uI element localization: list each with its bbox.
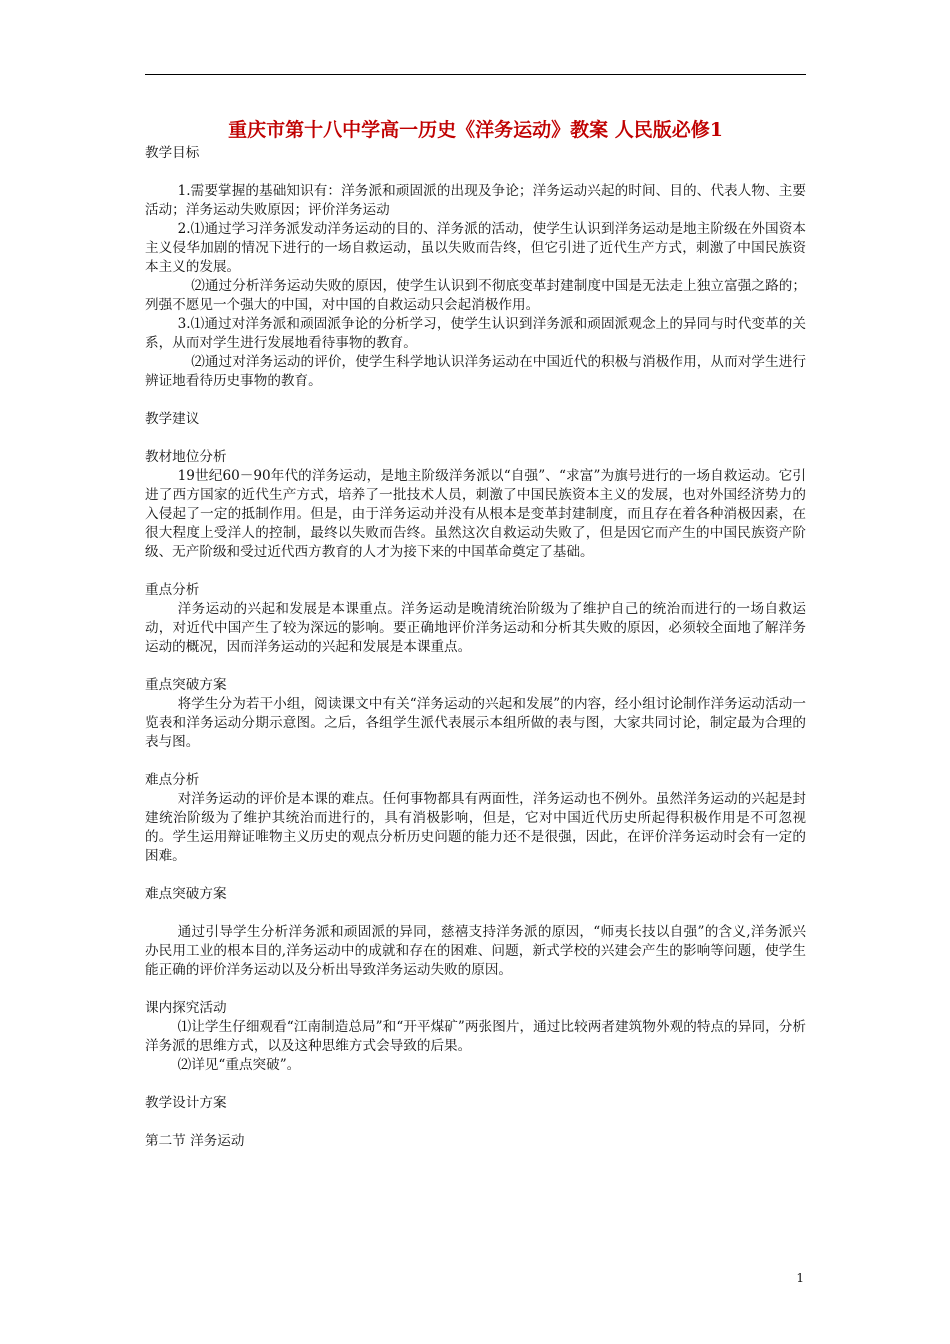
paragraph: ⑴让学生仔细观看“江南制造总局”和“开平煤矿”两张图片，通过比较两者建筑物外观的特点的异同，分析洋务派的思维方式，以及这种思维方式会导致的后果。	[145, 1019, 806, 1054]
paragraph: 对洋务运动的评价是本课的难点。任何事物都具有两面性，洋务运动也不例外。虽然洋务运动的兴起是封建统治阶级为了维护其统治而进行的，具有消极影响，但是，它对中国近代历史所起得积极作用是不可忽视的。学生运用辩证唯物主义历史的观点分析历史问题的能力还不是很强，因此，在评价洋务运动时会有一定的困难。	[145, 791, 806, 864]
paragraph: 3.⑴通过对洋务派和顽固派争论的分析学习，使学生认识到洋务派和顽固派观念上的异同与时代变革的关系，从而对学生进行发展地看待事物的教育。	[145, 316, 806, 351]
document-page	[145, 118, 806, 1151]
section-heading-objectives: 教学目标	[145, 145, 200, 161]
section-heading-inquiry-activity: 课内探究活动	[145, 1000, 227, 1016]
section-heading-difficulty: 难点分析	[145, 772, 200, 788]
section-heading-difficulty-plan: 难点突破方案	[145, 886, 227, 902]
document-title: 重庆市第十八中学高一历史《洋务运动》教案 人民版必修1	[228, 119, 723, 141]
page-number: 1	[796, 1271, 804, 1285]
paragraph: 19世纪60－90年代的洋务运动，是地主阶级洋务派以“自强”、“求富”为旗号进行的一场自救运动。它引进了西方国家的近代生产方式，培养了一批技术人员，刺激了中国民族资本主义的发展，也对外国经济势力的入侵起了一定的抵制作用。但是，由于洋务运动并没有从根本是变革封建制度，而且存在着各种消极因素，在很大程度上受洋人的控制，最终以失败而告终。虽然这次自救运动失败了，但是因它而产生的中国民族资产阶级、无产阶级和受过近代西方教育的人才为接下来的中国革命奠定了基础。	[145, 468, 806, 560]
paragraph: ⑵通过对洋务运动的评价，使学生科学地认识洋务运动在中国近代的积极与消极作用，从而对学生进行辨证地看待历史事物的教育。	[145, 354, 806, 389]
paragraph: 将学生分为若干小组，阅读课文中有关“洋务运动的兴起和发展”的内容，经小组讨论制作洋务运动活动一览表和洋务运动分期示意图。之后，各组学生派代表展示本组所做的表与图，大家共同讨论，制定最为合理的表与图。	[145, 696, 806, 750]
paragraph: 洋务运动的兴起和发展是本课重点。洋务运动是晚清统治阶级为了维护自己的统治而进行的一场自救运动，对近代中国产生了较为深远的影响。要正确地评价洋务运动和分析其失败的原因，必须较全面地了解洋务运动的概况，因而洋务运动的兴起和发展是本课重点。	[145, 601, 806, 655]
section-heading-design-plan: 教学设计方案	[145, 1095, 227, 1111]
paragraph: 1.需要掌握的基础知识有：洋务派和顽固派的出现及争论；洋务运动兴起的时间、目的、代表人物、主要活动；洋务运动失败原因；评价洋务运动	[145, 183, 806, 218]
paragraph: ⑵详见“重点突破”。	[177, 1057, 301, 1073]
header-rule	[145, 74, 806, 75]
paragraph: ⑵通过分析洋务运动失败的原因，使学生认识到不彻底变革封建制度中国是无法走上独立富强之路的；列强不愿见一个强大的中国，对中国的自救运动只会起消极作用。	[145, 278, 806, 313]
paragraph: 2.⑴通过学习洋务派发动洋务运动的目的、洋务派的活动，使学生认识到洋务运动是地主阶级在外国资本主义侵华加剧的情况下进行的一场自救运动，虽以失败而告终，但它引进了近代生产方式，刺激了中国民族资本主义的发展。	[145, 221, 806, 275]
section-heading-key-point-plan: 重点突破方案	[145, 677, 227, 693]
section-heading-suggestions: 教学建议	[145, 411, 200, 427]
section-heading-lesson: 第二节 洋务运动	[145, 1133, 245, 1149]
section-heading-textbook-position: 教材地位分析	[145, 449, 227, 465]
paragraph: 通过引导学生分析洋务派和顽固派的异同，慈禧支持洋务派的原因，“师夷长技以自强”的含义,洋务派兴办民用工业的根本目的,洋务运动中的成就和存在的困难、问题，新式学校的兴建会产生的影响等问题，使学生能正确的评价洋务运动以及分析出导致洋务运动失败的原因。	[145, 924, 806, 978]
section-heading-key-point: 重点分析	[145, 582, 200, 598]
